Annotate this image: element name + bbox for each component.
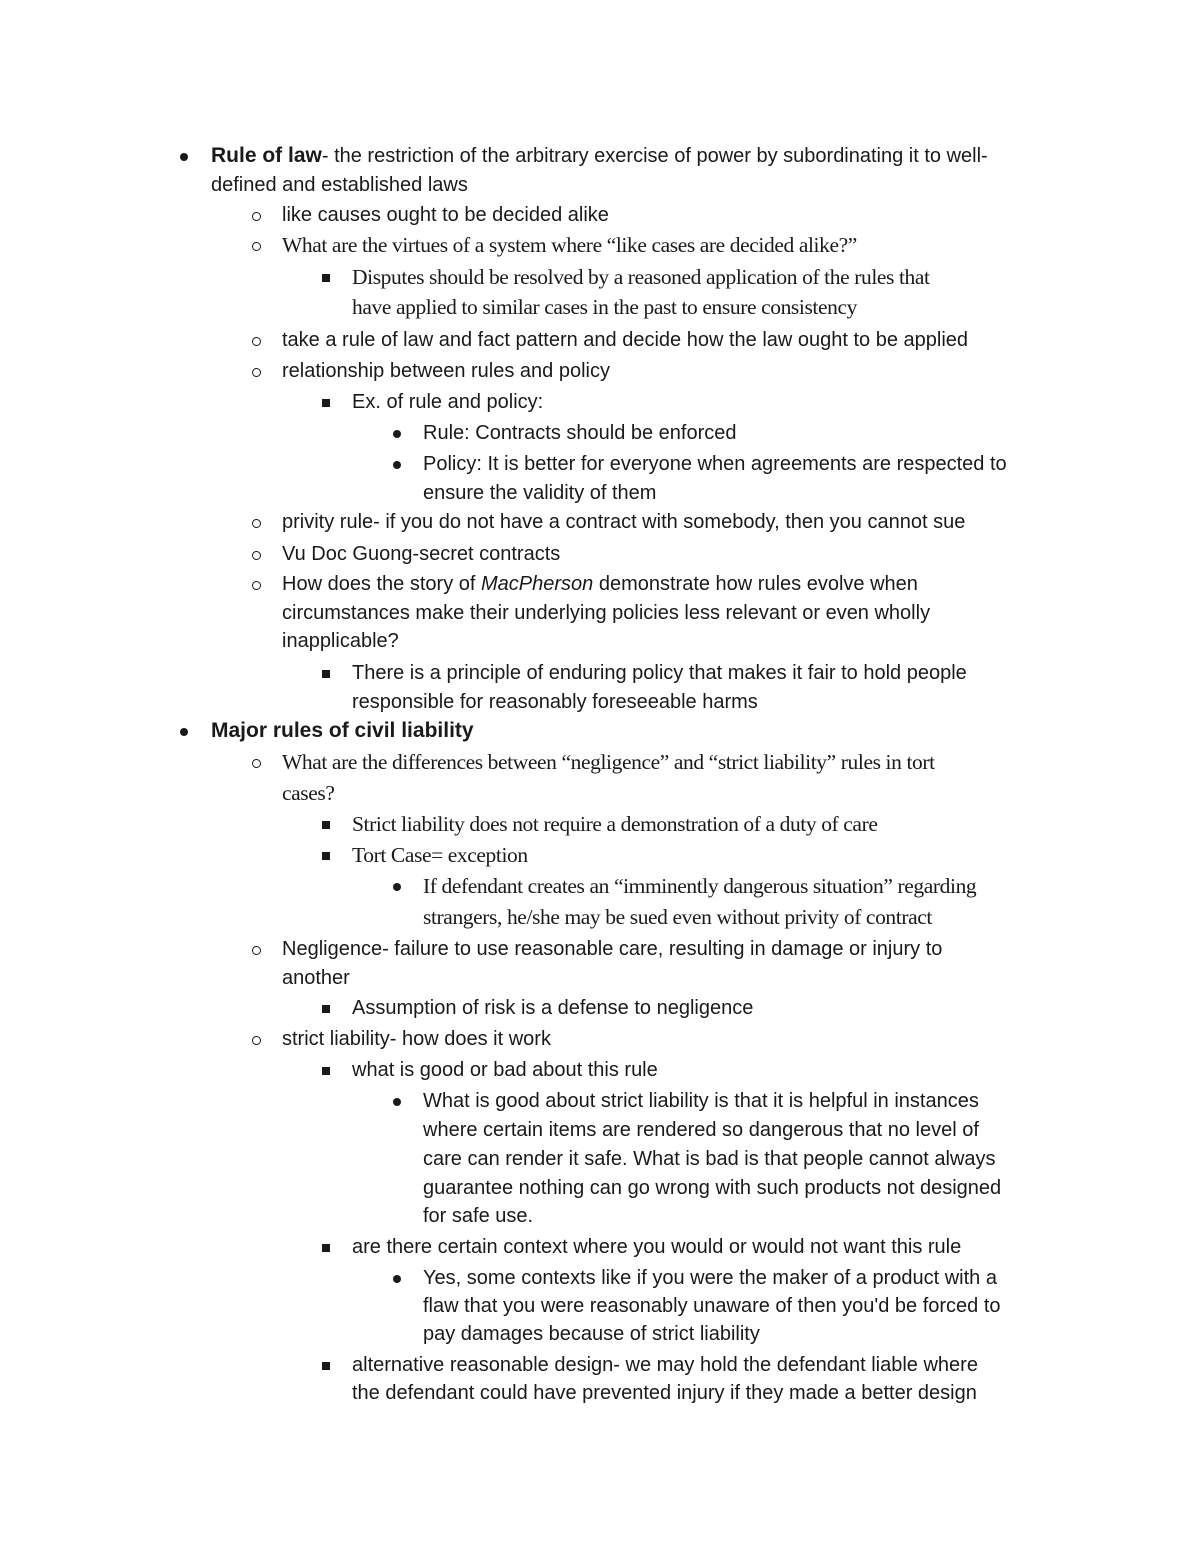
bullet-square-icon — [319, 842, 333, 871]
outline-item: Yes, some contexts like if you were the maker of a product with a — [423, 1267, 997, 1289]
bullet-square-icon — [319, 995, 333, 1024]
bullet-circle-icon — [249, 509, 263, 538]
bullet-circle-icon — [249, 571, 263, 600]
outline-item: are there certain context where you would or would not want this rule — [352, 1236, 962, 1258]
outline-item-continuation: inapplicable? — [282, 630, 399, 652]
item-text: - the restriction of the arbitrary exercise of power by subordinating it to well- — [321, 145, 988, 167]
bullet-square-icon — [319, 389, 333, 418]
bullet-circle-icon — [249, 936, 263, 965]
bullet-circle-icon — [249, 358, 263, 387]
bullet-circle-icon — [249, 232, 263, 261]
outline-item-continuation: flaw that you were reasonably unaware of then you'd be forced to — [423, 1295, 1001, 1317]
bullet-square-icon — [319, 1352, 333, 1381]
outline-item-continuation: responsible for reasonably foreseeable harms — [352, 691, 758, 713]
item-text: How does the story of — [282, 573, 481, 595]
outline-item: privity rule- if you do not have a contract with somebody, then you cannot sue — [282, 511, 966, 533]
case-name: MacPherson — [480, 573, 594, 595]
outline-item-continuation: where certain items are rendered so dangerous that no level of — [423, 1119, 979, 1141]
outline-item-continuation: ensure the validity of them — [423, 482, 657, 504]
outline-item: what is good or bad about this rule — [352, 1059, 658, 1081]
outline-item: Assumption of risk is a defense to negligence — [352, 997, 754, 1019]
outline-item: Policy: It is better for everyone when agreements are respected to — [423, 453, 1007, 475]
bullet-square-icon — [319, 811, 333, 840]
outline-item: What is good about strict liability is that it is helpful in instances — [423, 1090, 979, 1112]
bullet-square-icon — [319, 1234, 333, 1263]
outline-item: relationship between rules and policy — [282, 360, 610, 382]
bullet-square-icon — [319, 264, 333, 293]
outline-item-continuation: have applied to similar cases in the past to ensure consistency — [352, 295, 857, 319]
bullet-square-icon — [319, 1057, 333, 1086]
outline-item: like causes ought to be decided alike — [282, 204, 609, 226]
bullet-disc-icon — [390, 451, 404, 480]
outline-item: Disputes should be resolved by a reasoned application of the rules that — [352, 265, 930, 289]
outline-item: alternative reasonable design- we may hold the defendant liable where — [352, 1354, 978, 1376]
outline-item: Vu Doc Guong-secret contracts — [282, 543, 561, 565]
item-text: demonstrate how rules evolve when — [593, 573, 918, 595]
outline-item-rule-of-law — [211, 142, 988, 171]
outline-item-continuation: another — [282, 967, 350, 989]
outline-item — [282, 570, 918, 599]
outline-item-continuation: the defendant could have prevented injury if they made a better design — [352, 1382, 977, 1404]
outline-item: strict liability- how does it work — [282, 1028, 551, 1050]
heading-major-rules: Major rules of civil liability — [211, 719, 474, 742]
outline-item-continuation: for safe use. — [423, 1205, 534, 1227]
heading-rule-of-law: Rule of law — [211, 144, 322, 167]
bullet-circle-icon — [249, 749, 263, 778]
outline-item-continuation: strangers, he/she may be sued even without privity of contract — [423, 905, 932, 929]
outline-item: Strict liability does not require a demonstration of a duty of care — [352, 812, 878, 836]
outline-item: Ex. of rule and policy: — [352, 391, 544, 413]
outline-item: If defendant creates an “imminently dangerous situation” regarding — [423, 874, 977, 898]
bullet-square-icon — [319, 660, 333, 689]
outline-item: Tort Case= exception — [352, 843, 528, 867]
bullet-circle-icon — [249, 202, 263, 231]
outline-item: What are the virtues of a system where “like cases are decided alike?” — [282, 233, 857, 257]
bullet-disc-icon — [390, 1265, 404, 1294]
outline-item: There is a principle of enduring policy that makes it fair to hold people — [352, 662, 967, 684]
outline-item-continuation: guarantee nothing can go wrong with such products not designed — [423, 1177, 1002, 1199]
outline-item-continuation: cases? — [282, 781, 335, 805]
bullet-circle-icon — [249, 541, 263, 570]
outline-item-continuation: circumstances make their underlying policies less relevant or even wholly — [282, 602, 931, 624]
outline-item-continuation: defined and established laws — [211, 174, 468, 196]
outline-item: Rule: Contracts should be enforced — [423, 422, 737, 444]
bullet-disc-icon — [177, 718, 191, 747]
bullet-disc-icon — [390, 1088, 404, 1117]
outline-item: What are the differences between “negligence” and “strict liability” rules in tort — [282, 750, 935, 774]
outline-item-continuation: care can render it safe. What is bad is that people cannot always — [423, 1148, 996, 1170]
bullet-disc-icon — [390, 420, 404, 449]
bullet-disc-icon — [177, 143, 191, 172]
bullet-circle-icon — [249, 1026, 263, 1055]
bullet-disc-icon — [390, 873, 404, 902]
outline-item: Negligence- failure to use reasonable care, resulting in damage or injury to — [282, 938, 943, 960]
outline-item-continuation: pay damages because of strict liability — [423, 1323, 760, 1345]
outline-item: take a rule of law and fact pattern and decide how the law ought to be applied — [282, 329, 969, 351]
bullet-circle-icon — [249, 327, 263, 356]
